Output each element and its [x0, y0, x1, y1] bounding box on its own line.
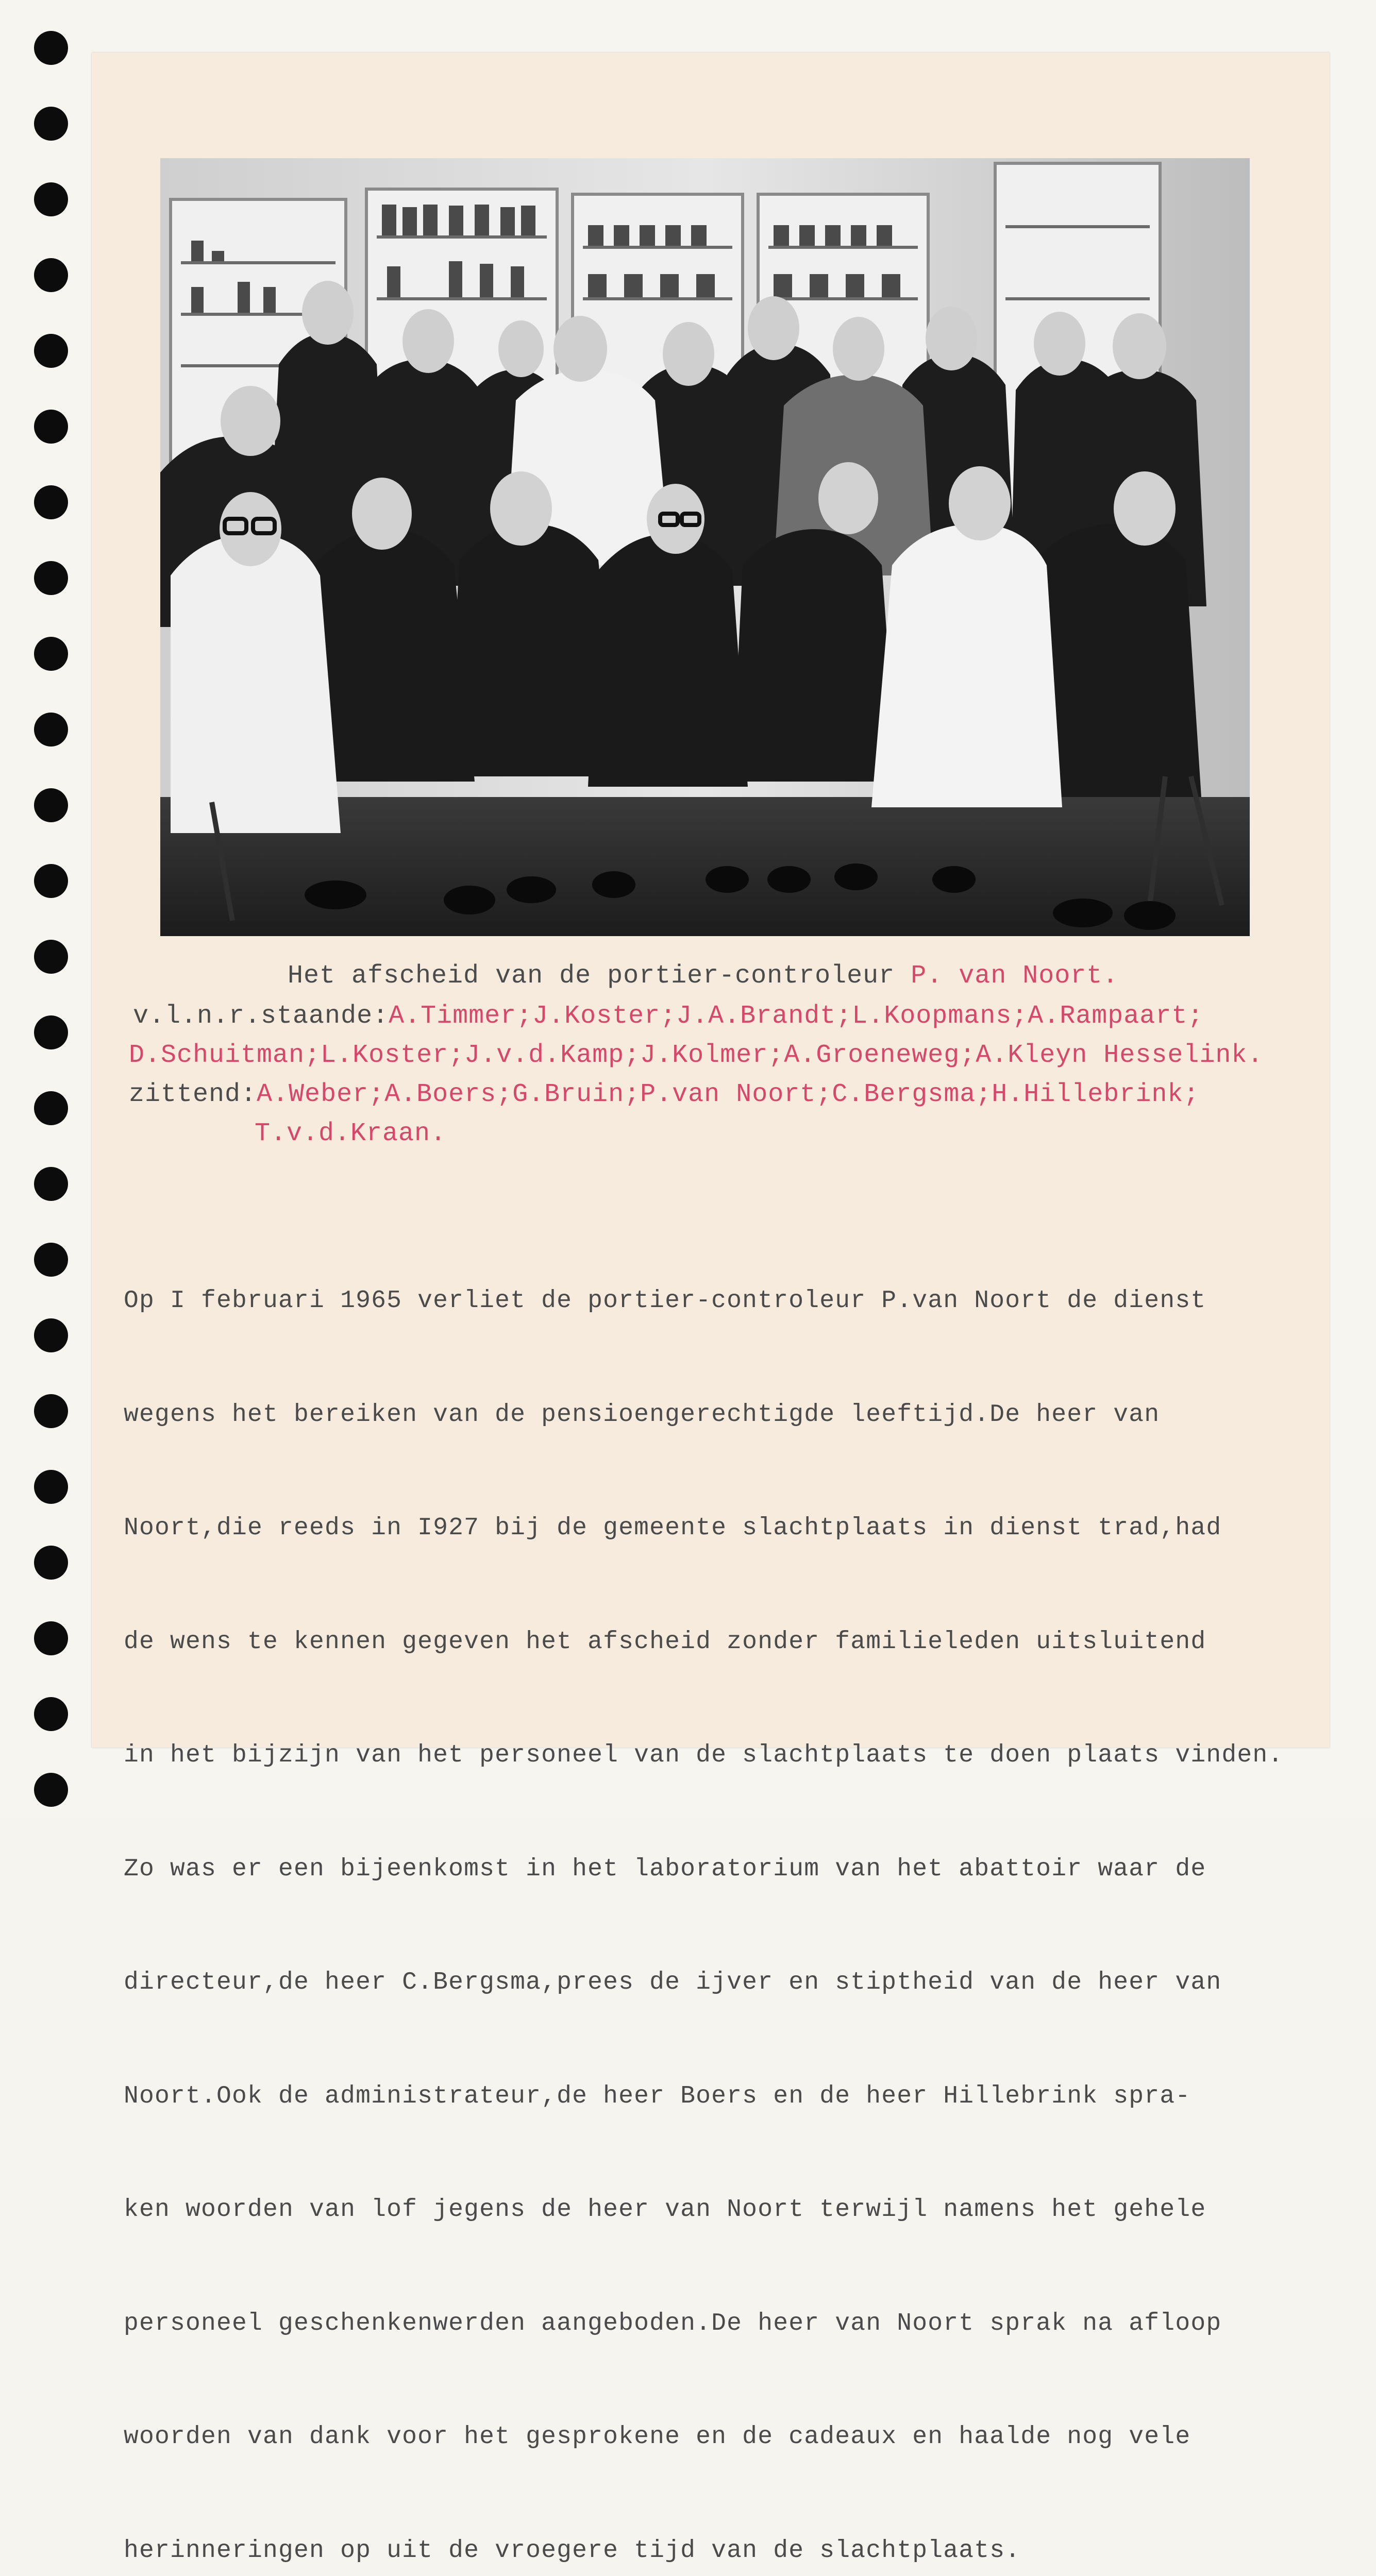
- body-line: wegens het bereiken van de pensioengerechtigde leeftijd.De heer van: [124, 1400, 1160, 1429]
- punch-hole: [34, 258, 68, 292]
- body-line: ken woorden van lof jegens de heer van Noort terwijl namens het gehele: [124, 2196, 1206, 2224]
- punch-hole: [34, 107, 68, 141]
- body-line: Zo was er een bijeenkomst in het laboratorium van het abattoir waar de: [124, 1855, 1206, 1883]
- caption-title: [288, 963, 1118, 989]
- punch-hole: [34, 1167, 68, 1201]
- caption-title-text: Het afscheid van de portier-controleur: [288, 961, 911, 991]
- body-line: Op I februari 1965 verliet de portier-controleur P.van Noort de dienst: [124, 1287, 1206, 1315]
- punch-hole: [34, 1621, 68, 1655]
- punch-hole: [34, 485, 68, 519]
- body-line: in het bijzijn van het personeel van de slachtplaats te doen plaats vinden.: [124, 1741, 1284, 1769]
- seated-names-1: A.Weber;A.Boers;G.Bruin;P.van Noort;C.Bergsma;H.Hillebrink;: [257, 1080, 1200, 1109]
- punch-hole: [34, 1697, 68, 1731]
- caption-seated-line-2: T.v.d.Kraan.: [255, 1119, 447, 1148]
- binder-punch-holes: [34, 31, 70, 1803]
- punch-hole: [34, 1015, 68, 1049]
- punch-hole: [34, 1243, 68, 1277]
- punch-hole: [34, 940, 68, 974]
- body-line: woorden van dank voor het gesprokene en de cadeaux en haalde nog vele: [124, 2423, 1191, 2451]
- standing-names-1: A.Timmer;J.Koster;J.A.Brandt;L.Koopmans;A.Rampaart;: [389, 1002, 1204, 1031]
- seated-label: zittend:: [129, 1080, 257, 1109]
- punch-hole: [34, 1091, 68, 1125]
- caption-title-name: P. van Noort.: [911, 961, 1119, 991]
- punch-hole: [34, 1318, 68, 1352]
- caption-standing-line-1: [133, 1004, 1203, 1029]
- body-line: Noort,die reeds in I927 bij de gemeente slachtplaats in dienst trad,had: [124, 1514, 1222, 1542]
- body-line: de wens te kennen gegeven het afscheid zonder familieleden uitsluitend: [124, 1628, 1206, 1656]
- punch-hole: [34, 1546, 68, 1580]
- group-photograph: [160, 158, 1250, 936]
- standing-label: v.l.n.r.staande:: [133, 1002, 389, 1031]
- body-paragraph: [124, 1207, 1283, 2576]
- punch-hole: [34, 788, 68, 822]
- punch-hole: [34, 410, 68, 444]
- punch-hole: [34, 1394, 68, 1428]
- body-line: Noort.Ook de administrateur,de heer Boers en de heer Hillebrink spra-: [124, 2082, 1191, 2110]
- punch-hole: [34, 1773, 68, 1807]
- punch-hole: [34, 864, 68, 898]
- punch-hole: [34, 561, 68, 595]
- body-line: directeur,de heer C.Bergsma,prees de ijver en stiptheid van de heer van: [124, 1969, 1222, 1996]
- body-line: herinneringen op uit de vroegere tijd van de slachtplaats.: [124, 2536, 1021, 2565]
- punch-hole: [34, 1470, 68, 1504]
- punch-hole: [34, 31, 68, 65]
- punch-hole: [34, 182, 68, 216]
- punch-hole: [34, 637, 68, 671]
- body-line: personeel geschenkenwerden aangeboden.De heer van Noort sprak na afloop: [124, 2309, 1222, 2337]
- punch-hole: [34, 713, 68, 747]
- caption-standing-line-2: D.Schuitman;L.Koster;J.v.d.Kamp;J.Kolmer;A.Groeneweg;A.Kleyn Hesselink.: [129, 1041, 1264, 1070]
- caption-seated-line-1: [129, 1082, 1199, 1108]
- punch-hole: [34, 334, 68, 368]
